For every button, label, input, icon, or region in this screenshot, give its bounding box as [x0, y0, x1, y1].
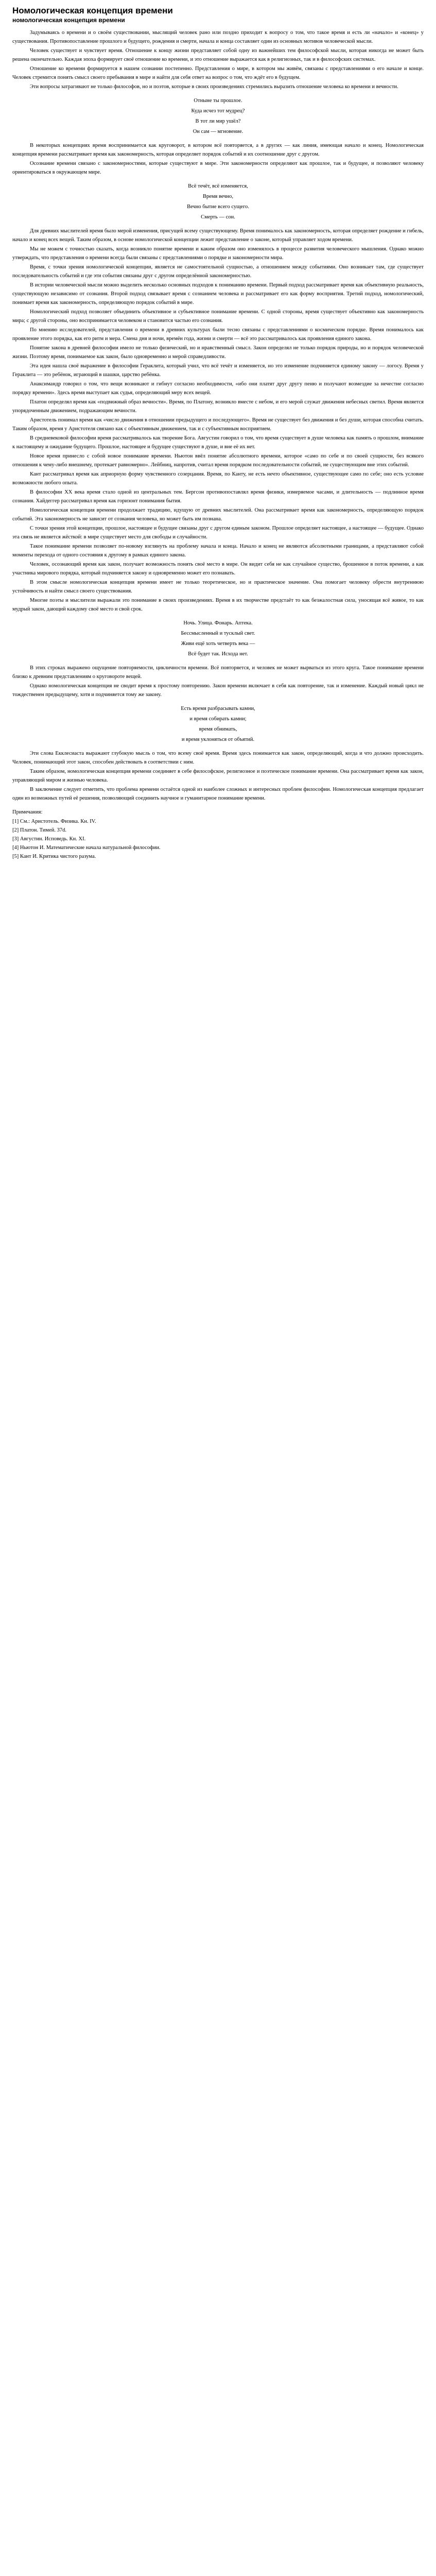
footnote: [3] Августин. Исповедь. Кн. XI. [12, 836, 86, 842]
paragraph: По мнению исследователей, представления о времени в древних культурах были тесно связаны с представлениями о космическом порядке. Время понималось как проявление этого порядка, как его ритм и мера. Смена дня и ночи, времён года, жизни и смерти — всё это рассматривалось как проявления единого закона. [12, 327, 424, 342]
paragraph: Однако номологическая концепция не сводит время к простому повторению. Закон времени включает в себя как повторение, так и изменение. Каждый новый цикл не тождественен предыдущему, хотя и подчиняется тому же закону. [12, 683, 424, 698]
verse-block-1 [12, 96, 424, 137]
paragraph: Номологическая концепция времени продолжает традицию, идущую от древних мыслителей. Она рассматривает время как закономерность, определяющую порядок событий. Эта закономерность не зависит от сознания человека, но может быть им познана. [12, 507, 424, 522]
paragraph: Осознание времени связано с закономерностями, которые существуют в мире. Эти закономерности определяют как прошлое, так и будущее, и позволяют человеку ориентироваться в окружающем мире. [12, 161, 424, 175]
paragraph: В этом смысле номологическая концепция времени имеет не только теоретическое, но и практическое значение. Она помогает человеку обрести внутреннюю устойчивость и найти смысл своего существования. [12, 580, 424, 594]
paragraph: Эти вопросы затрагивают не только философов, но и поэтов, которые в своих произведениях стремились выразить отношение человека ко времени и вечности. [30, 84, 398, 90]
paragraph: В средневековой философии время рассматривалось как творение Бога. Августин говорил о том, что время существует в душе человека как память о прошлом, внимание к настоящему и ожидание будущего. Прошлое, настоящее и будущее существуют в душе, и вне её их нет. [12, 435, 424, 450]
paragraph: С точки зрения этой концепции, прошлое, настоящее и будущее связаны друг с другом единым законом. Прошлое определяет настоящее, а настоящее — будущее. Однако эта связь не является жёсткой: в мире существует место для свободы и случайности. [12, 526, 424, 540]
paragraph: В некоторых концепциях время воспринимается как круговорот, в котором всё повторяется, а в других — как линия, имеющая начало и конец. Номологическая концепция времени рассматривает время как закономерность, которая определяет порядок событий и их соотношение друг с другом. [12, 143, 424, 157]
verse-line: Ночь. Улица. Фонарь. Аптека. [183, 620, 253, 626]
verse-line: и время собирать камни; [189, 716, 247, 722]
verse-line: Есть время разбрасывать камни, [181, 706, 255, 711]
notes-heading: Примечания: [12, 809, 43, 815]
article-body [12, 28, 424, 861]
verse-line: Куда исчез тот мудрец? [191, 108, 245, 114]
paragraph: Таким образом, номологическая концепция времени соединяет в себе философское, религиозное и поэтическое понимание времени. Она рассматривает время как закон, управляющий миром и жизнью человека. [12, 769, 424, 783]
verse-line: Время вечно, [202, 194, 234, 199]
verse-line: Отныне ты прошлое. [194, 98, 242, 104]
verse-block-3 [12, 618, 424, 659]
paragraph: В заключение следует отметить, что проблема времени остаётся одной из наиболее сложных и интересных проблем философии. Номологическая концепция предлагает один из возможных путей её решения, позволяющий соединить научное и гуманитарное понимание времени. [12, 787, 424, 801]
paragraph: Платон определял время как «подвижный образ вечности». Время, по Платону, возникло вместе с небом, и его мерой служат движения небесных светил. Время является упорядоченным движением, подражающим вечности. [12, 399, 424, 414]
paragraph-group-3 [12, 227, 424, 614]
paragraph: Мы не можем с точностью сказать, когда возникло понятие времени и каким образом оно изменялось в процессе развития человеческого мышления. Однако можно утверждать, что представления о времени всегда были связаны с представлениями о порядке и закономерности мира. [12, 246, 424, 261]
verse-line: Всё будет так. Исхода нет. [188, 651, 248, 657]
footnote: [1] См.: Аристотель. Физика. Кн. IV. [12, 819, 96, 824]
verse-line: Вечно бытие всего сущего. [187, 204, 249, 210]
paragraph: В философии XX века время стало одной из центральных тем. Бергсон противопоставлял время физики, измеряемое часами, и длительность — подлинное время сознания. Хайдеггер рассматривал время как горизонт понимания бытия. [12, 489, 424, 504]
paragraph: Человек, осознающий время как закон, получает возможность понять своё место в мире. Он видит себя не как случайное существо, брошенное в поток времени, а как участника мирового порядка, который подчиняется закону и одновременно может его познавать. [12, 562, 424, 576]
paragraph-group-5 [12, 749, 424, 803]
verse-line: Живи ещё хоть четверть века — [181, 641, 255, 647]
paragraph-group-2 [12, 141, 424, 177]
paragraph: Задумываясь о времени и о своём существовании, мыслящий человек рано или поздно приходит к вопросу о том, что такое время и есть ли «начало» и «конец» у существования. Противопоставление прошлого и будущего, рождения и смерти, начала и конца составляет один из основных мотивов человеческой мысли. [12, 30, 424, 44]
paragraph: Для древних мыслителей время было мерой изменения, присущей всему существующему. Время понималось как закономерность, которая определяет рождение и гибель, начало и конец всех вещей. Таким образом, в основе номологической концепции лежит представление о законе, который управляет ходом времени. [12, 228, 424, 243]
paragraph: Номологический подход позволяет объединить объективное и субъективное понимание времени. С одной стороны, время существует объективно как закономерность мира; с другой стороны, оно воспринимается человеком и становится частью его сознания. [12, 309, 424, 324]
paragraph-group-1 [12, 28, 424, 91]
paragraph: Эта идея нашла своё выражение в философии Гераклита, который учил, что всё течёт и изменяется, но это изменение подчиняется единому закону — логосу. Время у Гераклита — это ребёнок, играющий в шашки, царство ребёнка. [12, 363, 424, 378]
paragraph: В этих строках выражено ощущение повторяемости, цикличности времени. Всё повторяется, и человек не может вырваться из этого круга. Такое понимание времени близко к древним представлениям о круговороте вещей. [12, 665, 424, 680]
verse-line: Смерть — сон. [201, 214, 235, 220]
verse-line: В тот ли мир ушёл? [195, 118, 241, 124]
verse-line: Всё течёт, всё изменяется, [188, 183, 248, 189]
notes-list [12, 817, 424, 861]
paragraph: В истории человеческой мысли можно выделить несколько основных подходов к пониманию времени. Первый подход рассматривает время как объективную реальность, существующую независимо от сознания. Второй подход связывает время с сознанием человека и рассматривает его как форму восприятия. Третий подход, номологический, понимает время как закономерность, определяющую порядок событий в мире. [12, 282, 424, 306]
verse-line: и время уклоняться от объятий. [181, 737, 255, 742]
paragraph: Многие поэты и мыслители выражали это понимание в своих произведениях. Время в их творчестве предстаёт то как безжалостная сила, уносящая всё живое, то как мудрый закон, дающий каждому своё место и свой срок. [12, 598, 424, 612]
footnote: [4] Ньютон И. Математические начала натуральной философии. [12, 845, 161, 851]
paragraph: Время, с точки зрения номологической концепции, является не самостоятельной сущностью, а отношением между событиями. Оно возникает там, где существует последовательность событий и где эти события связаны друг с другом определённой закономерностью. [12, 264, 424, 279]
paragraph: Аристотель понимал время как «число движения в отношении предыдущего и последующего». Время не существует без движения и без души, которая способна считать. Таким образом, время у Аристотеля связано как с объективным движением, так и с субъективным восприятием. [12, 417, 424, 432]
paragraph: Человек существует и чувствует время. Отношение к концу жизни представляет собой одну из важнейших тем философской мысли, которая никогда не может быть решена окончательно. Каждая эпоха формирует своё отношение ко времени, и это отношение выражается как в религиозных, так и в философских системах. [12, 48, 424, 62]
verse-line: Бессмысленный и тусклый свет. [181, 631, 255, 636]
verse-block-2 [12, 181, 424, 223]
paragraph: Новое время принесло с собой новое понимание времени. Ньютон ввёл понятие абсолютного времени, которое «само по себе и по своей сущности, без всякого отношения к чему-либо внешнему, протекает равномерно». Лейбниц, напротив, считал время порядком последовательности событий, не существующим вне этих событий. [12, 453, 424, 468]
paragraph: Эти слова Екклесиаста выражают глубокую мысль о том, что всему своё время. Время здесь понимается как закон, определяющий, когда и что должно происходить. Человек, понимающий этот закон, способен действовать в соответствии с ним. [12, 751, 424, 765]
footnote: [2] Платон. Тимей. 37d. [12, 827, 66, 833]
verse-block-4 [12, 704, 424, 745]
paragraph: Отношение ко времени формируется в нашем сознании постепенно. Представления о мире, в котором мы живём, связаны с представлениями о его начале и конце. Человек стремится понять смысл своего пребывания в мире и найти для себя ответ на вопрос о том, что ждёт его в будущем. [12, 66, 424, 80]
paragraph-group-4 [12, 664, 424, 699]
page-subtitle: номологическая концепция времени [12, 16, 125, 24]
paragraph: Такое понимание времени позволяет по-новому взглянуть на проблему начала и конца. Начало и конец не являются абсолютными границами, а представляют собой моменты перехода от одного состояния к другому в рамках единого закона. [12, 544, 424, 558]
paragraph: Кант рассматривал время как априорную форму чувственного созерцания. Время, по Канту, не есть нечто объективное, существующее само по себе; оно есть условие возможности любого опыта. [12, 471, 424, 486]
paragraph: Анаксимандр говорил о том, что вещи возникают и гибнут согласно необходимости, «ибо они платят друг другу пеню и получают возмездие за нечестие согласно порядку времени». Здесь время выступает как судья, определяющий меру всех вещей. [12, 381, 424, 396]
verse-line: время обнимать, [199, 726, 237, 732]
page-title: Номологическая концепция времени [12, 6, 173, 15]
paragraph: Понятие закона в древней философии имело не только физический, но и нравственный смысл. Закон определял не только порядок природы, но и порядок человеческой жизни. Поэтому время, понимаемое как закон, было одновременно и мерой справедливости. [12, 345, 424, 360]
footnote: [5] Кант И. Критика чистого разума. [12, 854, 96, 859]
verse-line: Он сам — мгновение. [193, 129, 243, 134]
